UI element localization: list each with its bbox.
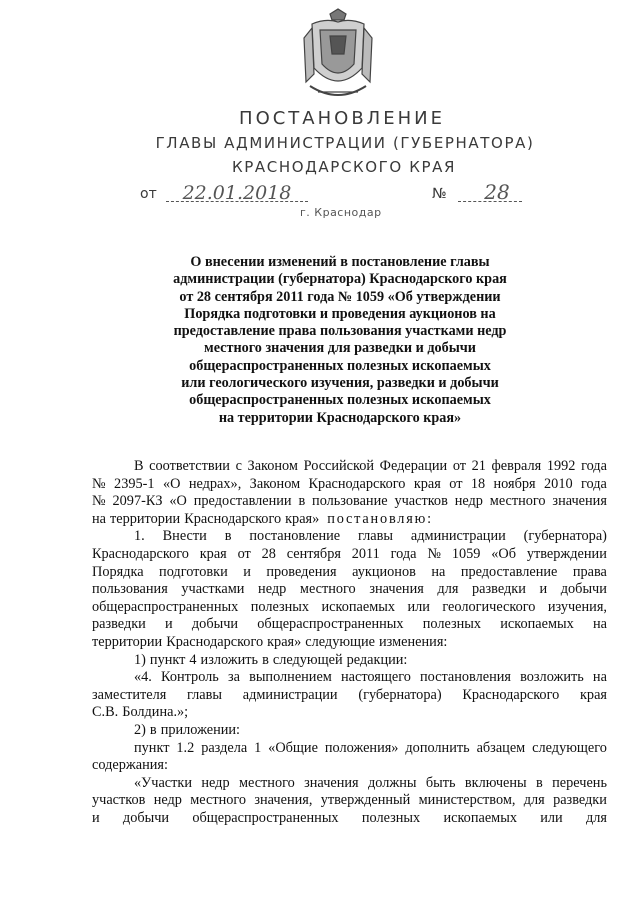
- body-word: года: [390, 545, 417, 562]
- body-word: администрации: [242, 686, 338, 703]
- title-line: администрации (губернатора) Краснодарского края: [173, 271, 507, 288]
- body-word: Порядка: [92, 563, 144, 580]
- body-word: следующей: [272, 651, 343, 668]
- krasnodar-coat-of-arms-emblem: [300, 8, 376, 104]
- body-line: [92, 810, 607, 828]
- body-word: значения: [304, 774, 359, 791]
- body-word: В: [134, 458, 144, 474]
- body-word: Контроль: [161, 669, 219, 686]
- body-word: участков: [92, 792, 146, 809]
- body-word: недр: [258, 581, 287, 598]
- body-word: приложении:: [160, 721, 241, 738]
- title-line: местного значения для разведки и добычи: [204, 340, 476, 357]
- body-word: 2010: [544, 475, 573, 492]
- body-line: [92, 669, 607, 687]
- body-word: права: [572, 563, 607, 580]
- body-word: 2011: [351, 545, 380, 562]
- body-word: редакции:: [346, 651, 408, 668]
- body-word: местного: [489, 493, 546, 510]
- body-word: значения,: [254, 792, 313, 809]
- body-word: «Участки: [134, 774, 192, 791]
- body-word: №: [92, 475, 106, 492]
- body-word: территории: [92, 633, 163, 650]
- body-line: [92, 546, 607, 564]
- body-word: ископаемых: [321, 598, 395, 615]
- body-word: настоящего: [340, 669, 411, 686]
- body-word: Российской: [303, 458, 375, 474]
- body-word: должны: [367, 774, 417, 791]
- body-word: 18: [470, 475, 486, 492]
- body-word: утвержденный: [320, 792, 411, 809]
- city-label: г. Краснодар: [300, 206, 382, 219]
- body-word: быть: [425, 774, 456, 791]
- body-word: пользование: [312, 493, 388, 510]
- body-word: №: [427, 545, 442, 562]
- body-word: в: [298, 493, 306, 510]
- body-word: или: [540, 809, 563, 826]
- body-word: полезных: [361, 809, 421, 826]
- body-word: сентября: [286, 545, 341, 562]
- body-word: №: [92, 493, 106, 510]
- body-word: аукционов: [352, 563, 416, 580]
- body-word: проведения: [266, 563, 337, 580]
- body-word: 2): [134, 721, 146, 738]
- body-word: для: [523, 792, 545, 809]
- title-line: на территории Краснодарского края»: [218, 409, 462, 426]
- body-word: края: [413, 475, 441, 492]
- body-line: [92, 722, 607, 740]
- body-line: [92, 616, 607, 634]
- body-word: заместителя: [92, 686, 167, 703]
- title-line: от 28 сентября 2011 года № 1059 «Об утверждении: [179, 288, 501, 305]
- body-word: Краснодарского: [308, 475, 406, 492]
- title-line: или геологического изучения, разведки и добычи: [181, 375, 499, 392]
- body-word: абзацем: [476, 739, 526, 756]
- body-word: подготовки: [159, 563, 228, 580]
- body-word: добычи: [122, 809, 170, 826]
- body-line: [92, 687, 607, 705]
- body-word: за: [227, 669, 240, 686]
- body-word: 1.: [134, 528, 145, 545]
- body-word: в: [224, 528, 232, 545]
- body-word: добычи: [191, 616, 239, 633]
- body-line: [92, 652, 607, 670]
- body-word: 1: [254, 739, 262, 756]
- body-word: включены: [464, 774, 527, 791]
- body-word: постановления: [419, 669, 511, 686]
- body-word: на: [431, 563, 446, 580]
- body-word: ноября: [493, 475, 536, 492]
- body-line: [92, 792, 607, 810]
- body-word: «О: [169, 493, 187, 510]
- handwritten-number: 28: [484, 180, 510, 204]
- body-word: положения»: [324, 739, 399, 756]
- body-word: местного: [238, 774, 295, 791]
- body-word: выполнением: [249, 669, 332, 686]
- body-word: Законом: [247, 458, 298, 474]
- body-word: Краснодарского: [92, 545, 189, 562]
- body-word: 2395-1: [114, 475, 155, 492]
- body-line: [92, 775, 607, 793]
- body-word: ископаемых: [500, 616, 574, 633]
- body-word: недр: [454, 493, 483, 510]
- body-word: «Общие: [268, 739, 318, 756]
- body-word: от: [449, 475, 463, 492]
- body-word: пункт: [149, 651, 186, 668]
- body-word: Внести: [162, 528, 207, 545]
- body-word: разведки: [472, 581, 526, 598]
- date-prefix-label: от: [140, 186, 157, 202]
- body-word: значения: [369, 581, 424, 598]
- body-word: Краснодарского: [166, 633, 264, 650]
- body-word: для: [585, 809, 607, 826]
- body-word: значения: [552, 493, 607, 510]
- body-word: раздела: [201, 739, 248, 756]
- issuer-heading: ГЛАВЫ АДМИНИСТРАЦИИ (ГУБЕРНАТОРА): [155, 134, 535, 152]
- body-line: [92, 528, 607, 546]
- body-word: 1059: [451, 545, 481, 562]
- body-word: «Об: [491, 545, 517, 562]
- body-word: Краснодарского: [184, 510, 282, 527]
- body-word: недрах»,: [188, 475, 242, 492]
- body-word: общераспространенных: [257, 616, 404, 633]
- body-word: администрации: [410, 528, 506, 545]
- handwritten-date: 22.01.2018: [182, 182, 292, 204]
- body-word: перечень: [552, 774, 607, 791]
- body-word: общераспространенных: [192, 809, 339, 826]
- body-word: в: [536, 774, 543, 791]
- body-word: разведки: [553, 792, 607, 809]
- body-word: недр: [201, 774, 230, 791]
- body-word: изменения:: [379, 633, 448, 650]
- body-word: постановление: [249, 528, 341, 545]
- body-word: общераспространенных: [92, 598, 239, 615]
- body-line: [92, 493, 607, 511]
- body-word: на: [592, 616, 607, 633]
- body-word: дополнить: [405, 739, 470, 756]
- body-word: ископаемых: [443, 809, 517, 826]
- body-word: от: [237, 545, 251, 562]
- body-word: С.В.: [92, 704, 119, 721]
- body-word: или: [407, 598, 430, 615]
- body-line: [92, 564, 607, 582]
- body-word: (губернатора): [358, 686, 442, 703]
- body-line: [92, 704, 607, 722]
- body-word: февраля: [491, 458, 542, 474]
- body-word: Федерации: [379, 458, 448, 474]
- body-word: 2097-КЗ: [112, 493, 163, 510]
- body-word: главы: [187, 686, 223, 703]
- body-word: Болдина.»;: [122, 704, 189, 721]
- body-word: возложить: [520, 669, 584, 686]
- body-word: и: [539, 581, 548, 598]
- body-word: на: [592, 669, 607, 686]
- body-word: геологического: [442, 598, 536, 615]
- body-word: добычи: [560, 581, 607, 598]
- body-word: пользования: [92, 581, 168, 598]
- doc-type-heading: ПОСТАНОВЛЕНИЕ: [239, 108, 445, 129]
- body-line: [92, 634, 607, 652]
- body-word: года: [581, 475, 607, 492]
- body-word: и: [165, 616, 173, 633]
- body-word: главы: [358, 528, 394, 545]
- region-heading: КРАСНОДАРСКОГО КРАЯ: [232, 158, 456, 176]
- body-word: участками: [181, 581, 245, 598]
- body-word: Краснодарского: [462, 686, 560, 703]
- body-word: 4: [189, 651, 197, 668]
- body-word: для: [437, 581, 459, 598]
- body-line: [92, 757, 607, 775]
- document-body: [92, 458, 607, 827]
- title-line: общераспространенных полезных ископаемых: [189, 357, 491, 374]
- body-line: [92, 740, 607, 758]
- body-word: в: [262, 651, 269, 668]
- body-word: края»: [285, 510, 320, 527]
- decree-keyword: постановляю:: [327, 510, 433, 527]
- body-word: 21: [471, 458, 486, 474]
- body-word: пункт: [134, 739, 170, 756]
- body-word: следующие: [305, 633, 376, 650]
- body-word: содержания:: [92, 757, 168, 774]
- body-word: 28: [261, 545, 276, 562]
- body-word: края: [579, 686, 607, 703]
- body-word: на: [92, 510, 106, 527]
- body-word: министерством,: [418, 792, 516, 809]
- title-line: Порядка подготовки и проведения аукционов на: [184, 305, 496, 322]
- body-word: и: [92, 809, 100, 826]
- body-word: «О: [162, 475, 181, 492]
- body-line: [92, 599, 607, 617]
- body-word: местного: [190, 792, 247, 809]
- body-line: [92, 458, 607, 476]
- body-word: полезных: [422, 616, 482, 633]
- body-word: местного: [299, 581, 356, 598]
- body-word: предоставление: [460, 563, 558, 580]
- body-word: года: [581, 458, 607, 474]
- body-word: 1.2: [176, 739, 195, 756]
- body-word: предоставлении: [193, 493, 292, 510]
- body-word: полезных: [250, 598, 310, 615]
- body-word: «4.: [134, 669, 152, 686]
- body-line: [92, 476, 607, 494]
- body-word: 1992: [546, 458, 576, 474]
- number-label: №: [432, 186, 447, 202]
- body-line: [92, 511, 607, 529]
- body-line: [92, 581, 607, 599]
- body-word: в: [149, 721, 157, 738]
- body-word: территории: [110, 510, 181, 527]
- body-word: утверждении: [526, 545, 607, 562]
- body-word: края»: [267, 633, 302, 650]
- title-line: О внесении изменений в постановление главы: [190, 254, 490, 270]
- body-word: и: [243, 563, 251, 580]
- body-word: Законом: [249, 475, 301, 492]
- body-word: разведки: [92, 616, 146, 633]
- body-word: изложить: [200, 651, 259, 668]
- body-word: от: [452, 458, 467, 474]
- document-title: [168, 254, 512, 427]
- body-word: недр: [153, 792, 182, 809]
- title-line: предоставление права пользования участками недр: [173, 323, 507, 340]
- body-word: следующего: [532, 739, 607, 756]
- body-word: края: [199, 545, 227, 562]
- body-word: изучения,: [547, 598, 607, 615]
- body-word: соответствии: [149, 458, 230, 474]
- body-word: участков: [394, 493, 448, 510]
- body-word: с: [235, 458, 242, 474]
- title-line: общераспространенных полезных ископаемых: [189, 392, 491, 409]
- body-word: (губернатора): [523, 528, 607, 545]
- body-word: 1): [134, 651, 146, 668]
